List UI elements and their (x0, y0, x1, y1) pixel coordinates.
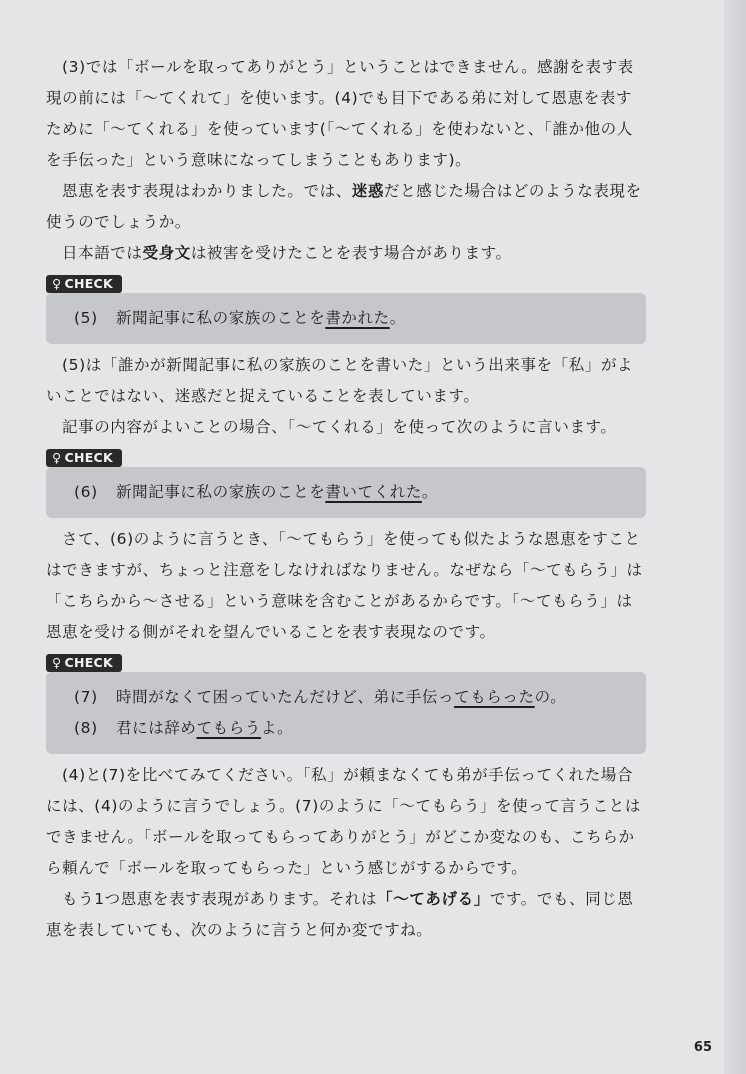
page-number: 65 (693, 1040, 712, 1055)
example-number: (8) (74, 719, 98, 737)
emphasis-ukemibun: 受身文 (142, 244, 191, 262)
example-box-7-8 (46, 672, 646, 754)
underlined-phrase: てもらった (454, 688, 535, 706)
paragraph-8-text-b: です。でも、同じ恩恵を表していても、次のように言うと何か変ですね。 (46, 890, 634, 939)
example-line-6 (74, 477, 632, 508)
example-line-8 (74, 713, 632, 744)
underlined-phrase: てもらう (196, 719, 261, 737)
underlined-phrase: 書いてくれた (325, 483, 422, 501)
example-line-5 (74, 303, 632, 334)
paragraph-2-text-a: 恩恵を表す表現はわかりました。では、 (62, 182, 352, 200)
example-box-5 (46, 293, 646, 344)
paragraph-8 (46, 884, 646, 946)
example-box-6 (46, 467, 646, 518)
check-label: ♀ CHECK (46, 275, 122, 293)
page-edge (724, 0, 746, 1074)
paragraph-3-text-b: は被害を受けたことを表す場合があります。 (190, 244, 512, 262)
paragraph-6: さて、(6)のように言うとき、「〜てもらう」を使っても似たような恩恵をすことはできますが、ちょっと注意をしなければなりません。なぜなら「〜てもらう」は「こちらから〜させる」という意味を含むことがあるからです。「〜てもらう」は恩恵を受ける側がそれを望んでいることを表す表現なのです。 (46, 530, 643, 641)
page-content (46, 52, 646, 946)
check-label: ♀ CHECK (46, 449, 122, 467)
example-text: 新聞記事に私の家族のことを書かれた。 (116, 309, 406, 327)
paragraph-3-text-a: 日本語では (62, 244, 143, 262)
paragraph-8-text-a: もう1つ恩恵を表す表現があります。それは (62, 890, 378, 908)
example-number: (6) (74, 483, 98, 501)
example-text: 君には辞めてもらうよ。 (116, 719, 294, 737)
example-text: 時間がなくて困っていたんだけど、弟に手伝ってもらったの。 (116, 688, 567, 706)
check-icon: ♀ (52, 450, 62, 465)
emphasis-meiwaku: 迷惑 (351, 182, 385, 200)
example-number: (5) (74, 309, 98, 327)
check-label: ♀ CHECK (46, 654, 122, 672)
paragraph-5: 記事の内容がよいことの場合、「〜てくれる」を使って次のように言います。 (62, 418, 617, 436)
example-number: (7) (74, 688, 98, 706)
paragraph-1: (3)では「ボールを取ってありがとう」ということはできません。感謝を表す表現の前には「〜てくれて」を使います。(4)でも目下である弟に対して恩恵を表すために「〜てくれる」を使っています(「〜てくれる」を使わないと、「誰か他の人を手伝った」という意味になってしまうこともあります)。 (46, 58, 634, 169)
check-icon: ♀ (52, 276, 62, 291)
example-line-7 (74, 682, 632, 713)
paragraph-4: (5)は「誰かが新聞記事に私の家族のことを書いた」という出来事を「私」がよいことではない、迷惑だと捉えていることを表しています。 (46, 356, 634, 405)
emphasis-te-ageru: 「〜てあげる」 (377, 890, 490, 908)
paragraph-2 (46, 176, 646, 238)
check-icon: ♀ (52, 655, 62, 670)
paragraph-7: (4)と(7)を比べてみてください。「私」が頼まなくても弟が手伝ってくれた場合には、(4)のように言うでしょう。(7)のように「〜てもらう」を使って言うことはできません。「ボールを取ってもらってありがとう」がどこか変なのも、こちらから頼んで「ボールを取ってもらった」という感じがするからです。 (46, 766, 641, 877)
paragraph-3 (46, 238, 646, 269)
example-text: 新聞記事に私の家族のことを書いてくれた。 (116, 483, 439, 501)
underlined-phrase: 書かれた (325, 309, 390, 327)
paragraph-2-text-b: だと感じた場合はどのような表現を使うのでしょうか。 (46, 182, 642, 231)
